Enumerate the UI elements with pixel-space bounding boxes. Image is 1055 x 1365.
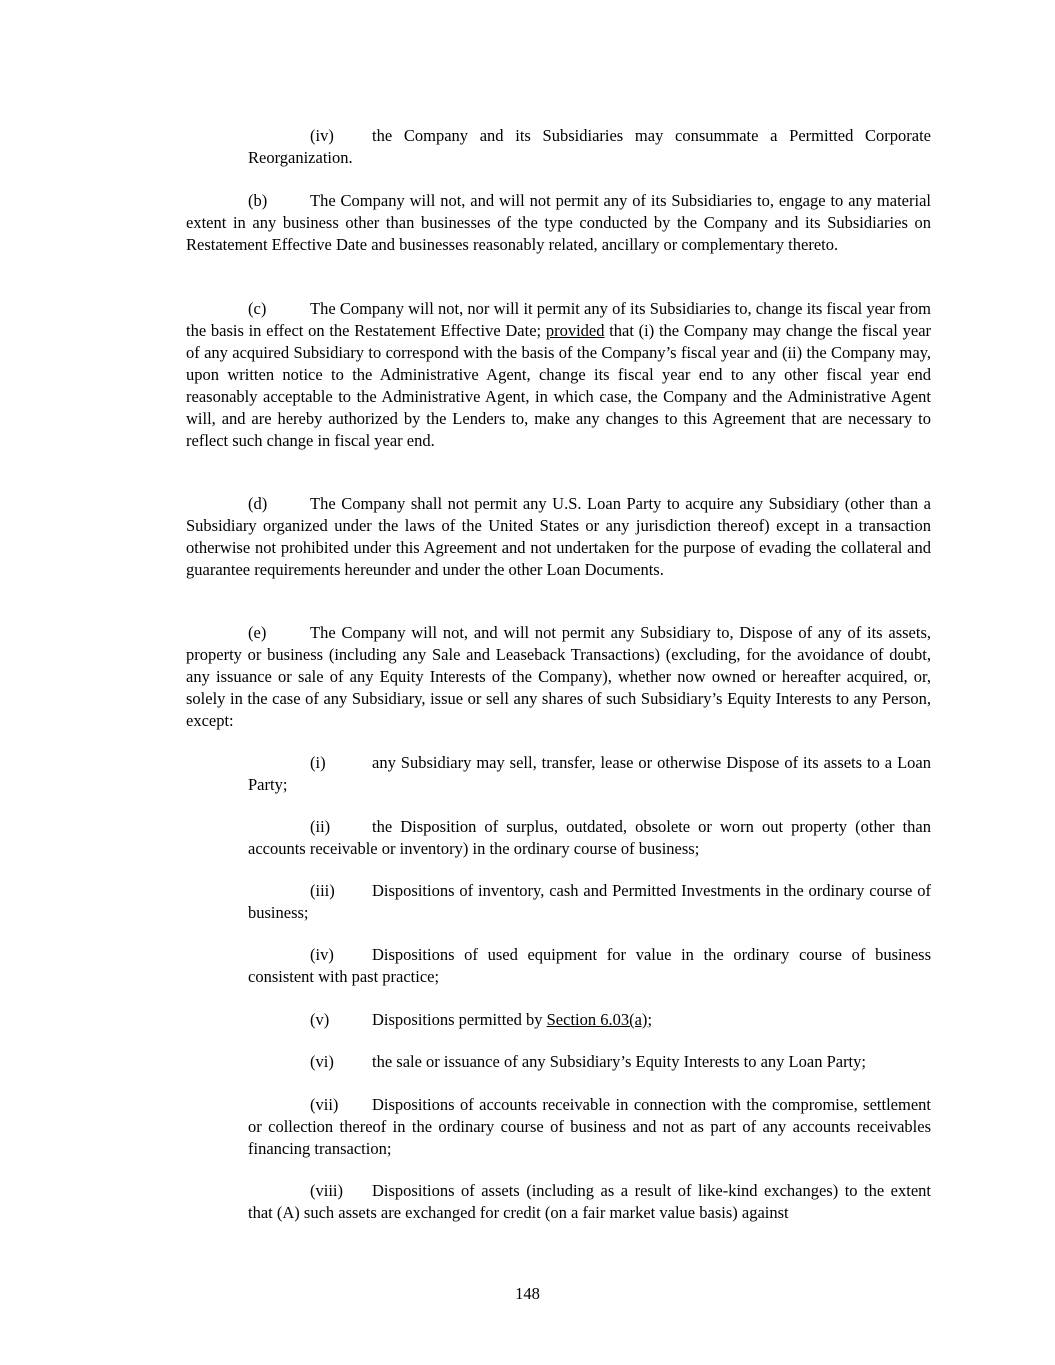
clause-e <box>186 622 931 732</box>
clause-label: (iii) <box>310 881 335 900</box>
clause-text: Dispositions of accounts receivable in connection with the compromise, settlement or collection thereof in the ordinary course of business and not as part of any accounts receivables financing transaction; <box>248 1095 931 1158</box>
clause-label: (v) <box>310 1010 330 1029</box>
clause-label: (vi) <box>310 1052 334 1071</box>
clause-text: the sale or issuance of any Subsidiary’s Equity Interests to any Loan Party; <box>372 1052 866 1071</box>
clause-e-i <box>248 752 931 796</box>
clause-e-vii <box>248 1094 931 1160</box>
clause-text: Dispositions of assets (including as a result of like-kind exchanges) to the extent that (A) such assets are exchanged for credit (on a fair market value basis) against <box>248 1181 931 1222</box>
clause-text: the Disposition of surplus, outdated, obsolete or worn out property (other than accounts receivable or inventory) in the ordinary course of business; <box>248 817 931 858</box>
clause-text: The Company will not, and will not permit any Subsidiary to, Dispose of any of its assets, property or business (including any Sale and Leaseback Transactions) (excluding, for the avoidance of doubt, any issuance or sale of any Equity Interests of the Company), whether now owned or hereafter acquired, or, solely in the case of any Subsidiary, issue or sell any shares of such Subsidiary’s Equity Interests to any Person, except: <box>186 623 931 730</box>
clause-label: (e) <box>248 623 267 642</box>
clause-e-ii <box>248 816 931 860</box>
clause-label: (i) <box>310 753 326 772</box>
clause-label: (c) <box>248 299 267 318</box>
clause-label: (d) <box>248 494 268 513</box>
clause-label: (ii) <box>310 817 331 836</box>
clause-label: (viii) <box>310 1181 343 1200</box>
clause-label: (vii) <box>310 1095 339 1114</box>
clause-text: Dispositions permitted by <box>372 1010 547 1029</box>
clause-label: (iv) <box>310 945 334 964</box>
clause-text: Dispositions of inventory, cash and Permitted Investments in the ordinary course of business; <box>248 881 931 922</box>
clause-text-cont: that (i) the Company may change the fiscal year of any acquired Subsidiary to correspond with the basis of the Company’s fiscal year and (ii) the Company may, upon written notice to the Administrative Agent, change its fiscal year end to any other fiscal year end reasonably acceptable to the Administrative Agent, in which case, the Company and the Administrative Agent will, and are hereby authorized by the Lenders to, make any changes to this Agreement that are necessary to reflect such change in fiscal year end. <box>186 321 932 450</box>
clause-c <box>186 298 931 452</box>
clause-a-iv <box>248 125 931 169</box>
clause-text: Dispositions of used equipment for value in the ordinary course of business consistent with past practice; <box>248 945 931 986</box>
clause-e-v <box>248 1009 931 1031</box>
clause-e-vi <box>248 1051 931 1073</box>
clause-label: (b) <box>248 191 268 210</box>
clause-text: The Company will not, and will not permit any of its Subsidiaries to, engage to any material extent in any business other than businesses of the type conducted by the Company and its Subsidiaries on Restatement Effective Date and businesses reasonably related, ancillary or complementary thereto. <box>186 191 931 254</box>
clause-e-iv <box>248 944 931 988</box>
clause-text: the Company and its Subsidiaries may consummate a Permitted Corporate Reorganization. <box>248 126 931 167</box>
provided-term: provided <box>545 321 605 340</box>
clause-e-viii <box>248 1180 931 1224</box>
clause-text: The Company will not, nor will it permit any of its Subsidiaries to, change its fiscal year from the basis in effect on the Restatement Effective Date; <box>186 299 931 340</box>
clause-label: (iv) <box>310 126 334 145</box>
clause-text: The Company shall not permit any U.S. Loan Party to acquire any Subsidiary (other than a Subsidiary organized under the laws of the United States or any jurisdiction thereof) except in a transaction otherwise not prohibited under this Agreement and not undertaken for the purpose of evading the collateral and guarantee requirements hereunder and under the other Loan Documents. <box>186 494 931 579</box>
clause-text: any Subsidiary may sell, transfer, lease or otherwise Dispose of its assets to a Loan Party; <box>248 753 931 794</box>
clause-e-iii <box>248 880 931 924</box>
section-reference: Section 6.03(a) <box>546 1010 648 1029</box>
page-number: 148 <box>515 1284 540 1303</box>
clause-b <box>186 190 931 256</box>
clause-d <box>186 493 931 581</box>
clause-text-cont: ; <box>647 1010 653 1029</box>
